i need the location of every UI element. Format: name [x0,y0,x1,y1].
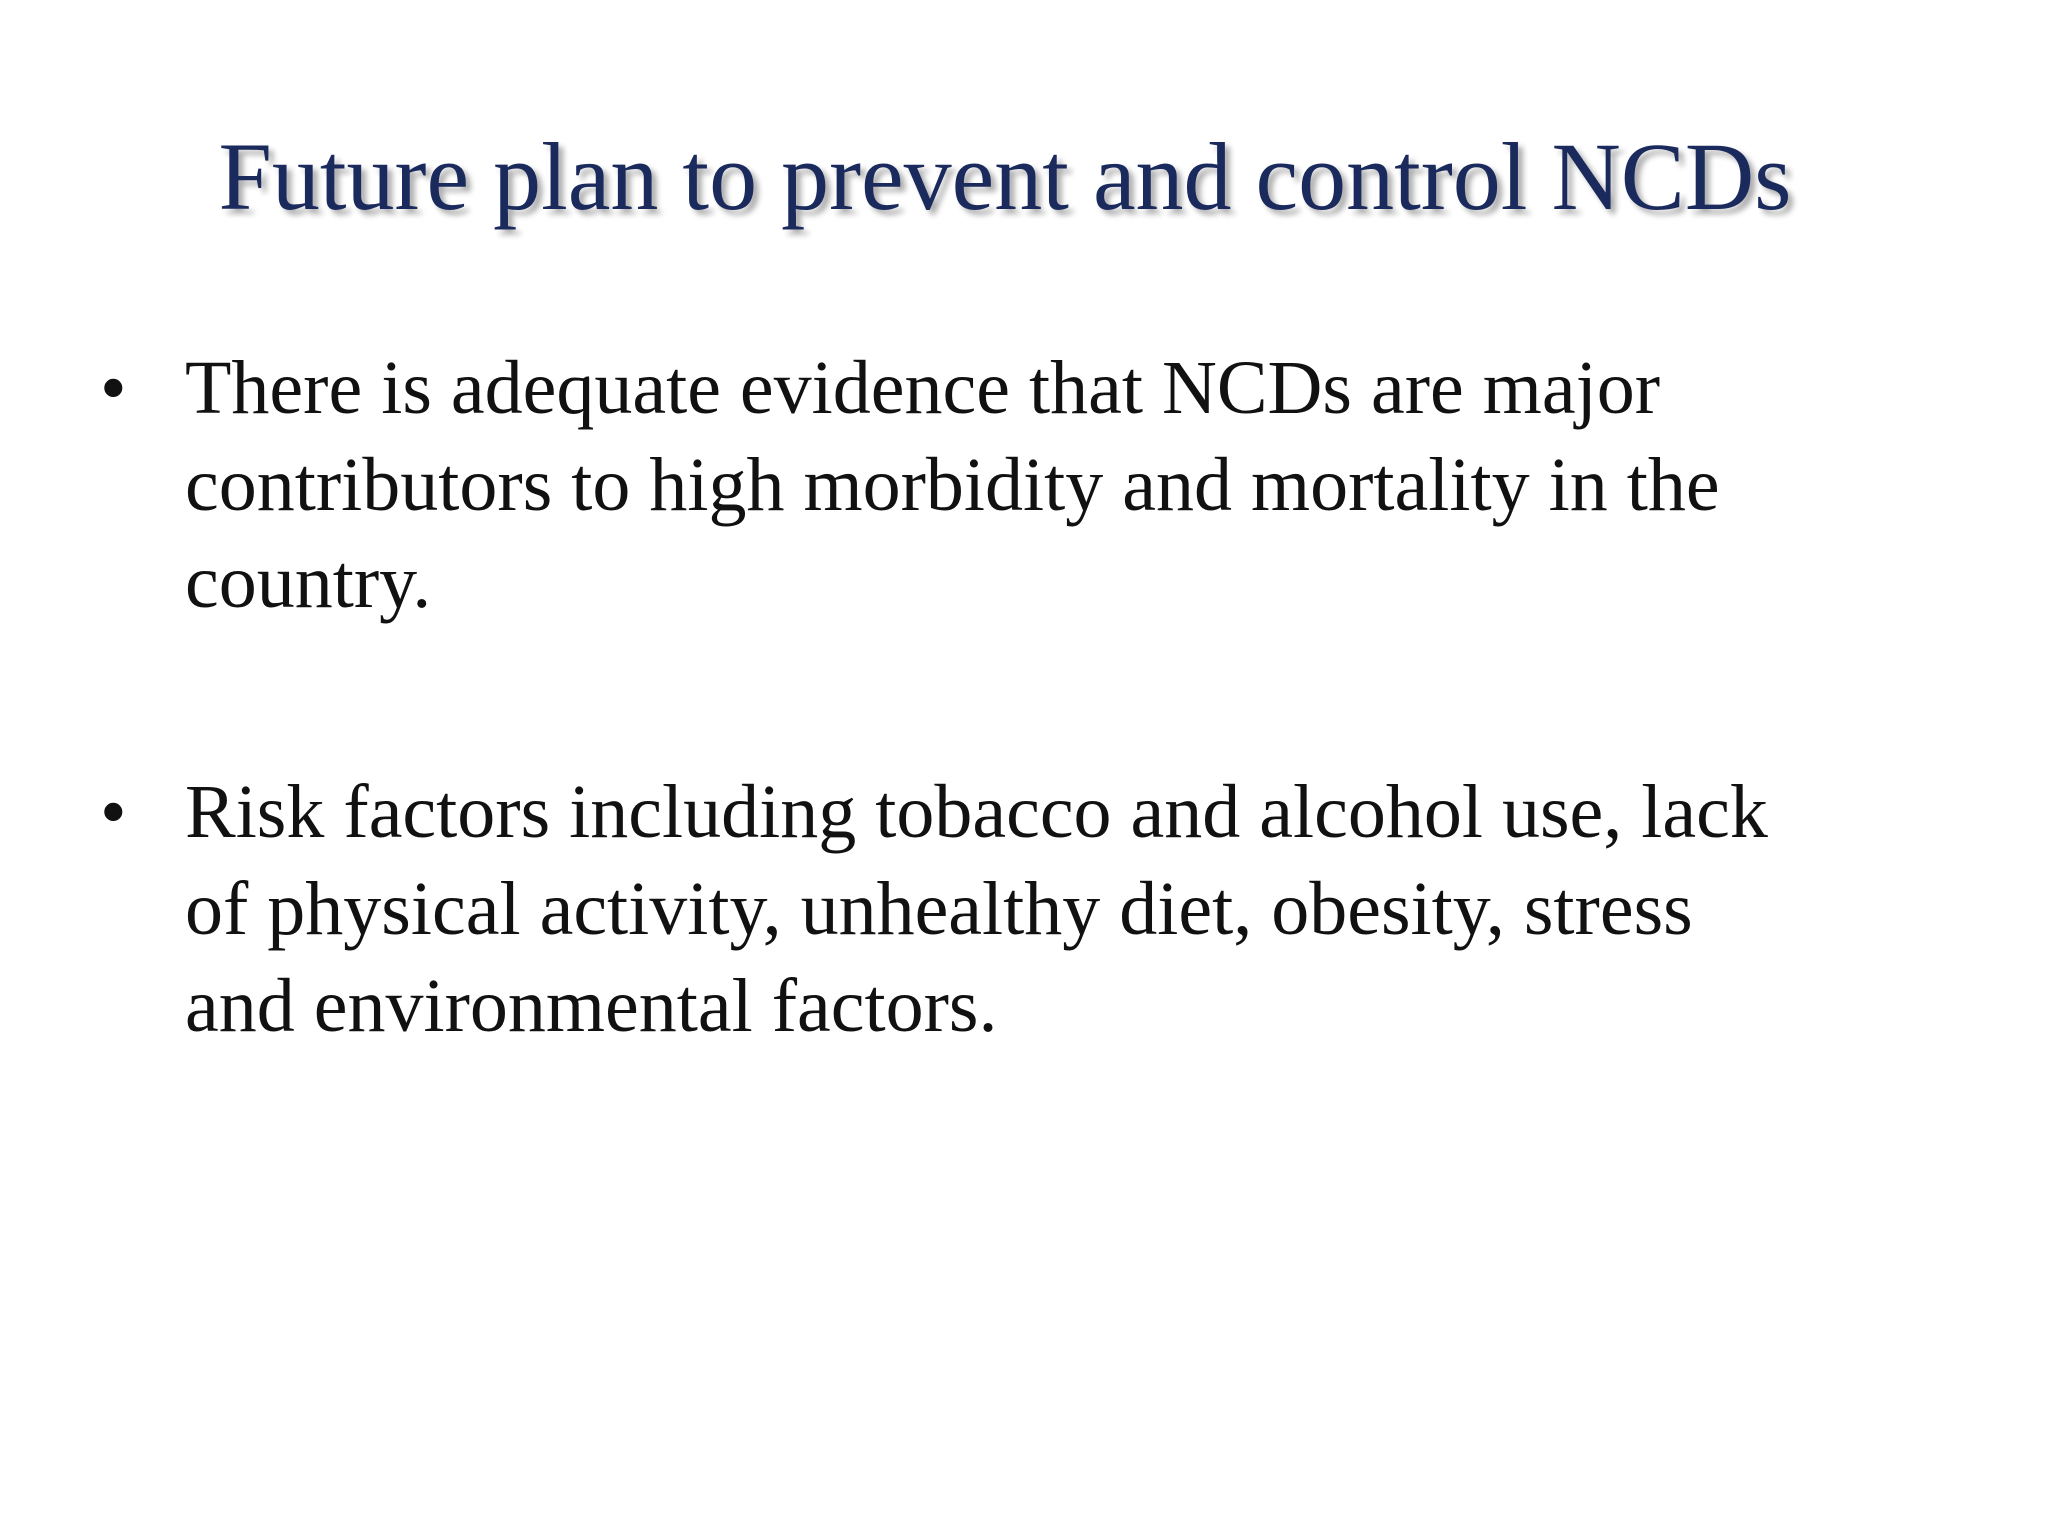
bullet-item-1 [100,340,1980,631]
bullet-line: contributors to high morbidity and mortality in the [185,443,1720,527]
bullet-dot-icon: • [100,346,127,430]
bullet-list [100,340,1980,1055]
bullet-line: country. [185,540,432,624]
bullet-text [185,764,1975,1055]
bullet-item-2 [100,764,1980,1055]
bullet-text [185,340,1975,631]
bullet-dot-icon: • [100,770,127,854]
bullet-line: and environmental factors. [185,964,998,1048]
bullet-line: of physical activity, unhealthy diet, obesity, stress [185,867,1693,951]
bullet-line: There is adequate evidence that NCDs are major [185,346,1661,430]
slide-title: Future plan to prevent and control NCDs [218,123,1792,230]
bullet-line: Risk factors including tobacco and alcohol use, lack [185,770,1768,854]
